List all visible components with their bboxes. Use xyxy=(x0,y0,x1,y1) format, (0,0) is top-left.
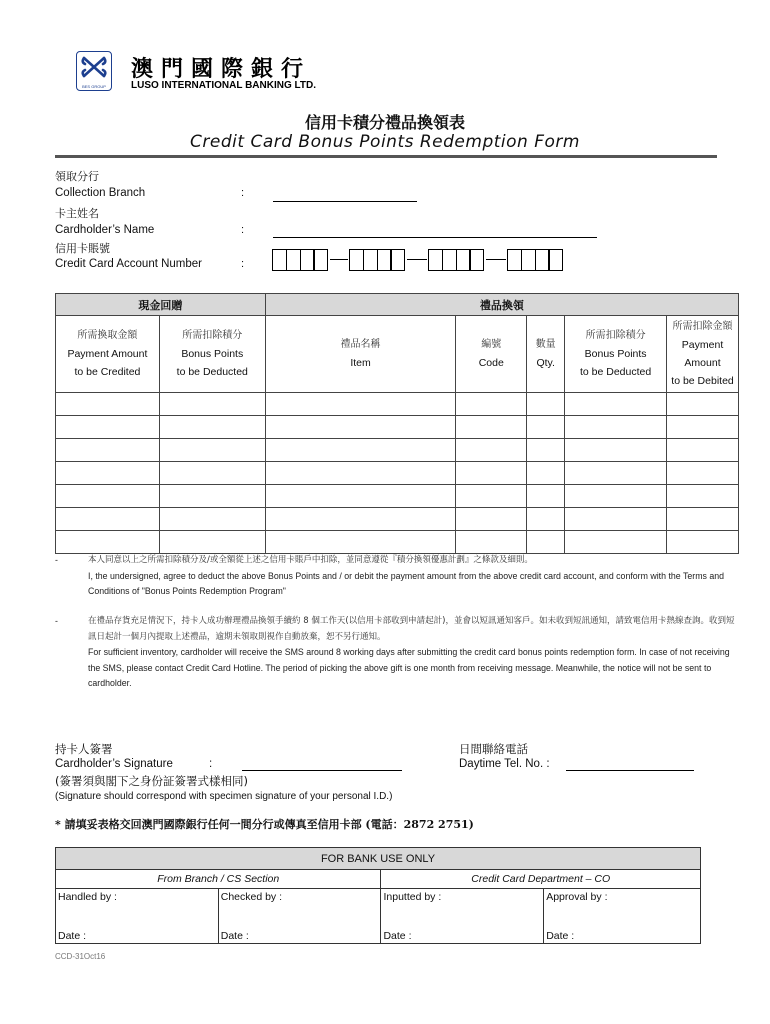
card-digit-box[interactable] xyxy=(507,249,522,271)
table-cell[interactable] xyxy=(456,531,527,554)
table-cell[interactable] xyxy=(159,508,265,531)
table-cell[interactable] xyxy=(667,462,739,485)
checked-date-field[interactable]: Date : xyxy=(218,916,381,944)
signature-note-en: (Signature should correspond with specimen signature of your personal I.D.) xyxy=(55,791,393,802)
column-header xyxy=(527,316,565,393)
account-number-label-zh: 信用卡賬號 xyxy=(55,242,110,255)
table-cell[interactable] xyxy=(56,439,160,462)
table-cell[interactable] xyxy=(565,439,667,462)
table-cell[interactable] xyxy=(159,393,265,416)
table-cell[interactable] xyxy=(456,439,527,462)
table-cell[interactable] xyxy=(456,416,527,439)
daytime-tel-label: Daytime Tel. No. : xyxy=(459,758,550,770)
column-header-en: Code xyxy=(478,357,504,369)
table-cell[interactable] xyxy=(527,508,565,531)
pickup-note xyxy=(55,614,735,692)
bank-use-table xyxy=(55,847,701,944)
table-cell[interactable] xyxy=(667,508,739,531)
column-header-en: Qty. xyxy=(536,357,555,369)
account-number-label: Credit Card Account Number xyxy=(55,258,203,270)
table-cell[interactable] xyxy=(265,416,456,439)
column-header xyxy=(159,316,265,393)
table-cell[interactable] xyxy=(159,485,265,508)
card-digit-box[interactable] xyxy=(300,249,315,271)
table-cell[interactable] xyxy=(159,531,265,554)
table-cell[interactable] xyxy=(527,439,565,462)
column-header-en: to be Credited xyxy=(74,366,141,378)
table-row xyxy=(56,508,739,531)
checked-by-field[interactable]: Checked by : xyxy=(218,889,381,916)
card-digit-box[interactable] xyxy=(377,249,392,271)
table-cell[interactable] xyxy=(56,508,160,531)
column-header-en: to be Debited xyxy=(671,375,734,387)
agreement-note-en: I, the undersigned, agree to deduct the above Bonus Points and / or debit the payment amount from the above credit card account, and conform with the Terms and Conditions of "Bonus Points Redemption Program" xyxy=(88,570,725,596)
cash-rebate-header: 現金回贈 xyxy=(56,294,266,316)
table-cell[interactable] xyxy=(527,485,565,508)
signature-colon: : xyxy=(209,758,213,770)
card-digit-box[interactable] xyxy=(521,249,536,271)
card-group-separator xyxy=(407,259,427,260)
table-cell[interactable] xyxy=(456,485,527,508)
cardholder-name-label: Cardholder’s Name xyxy=(55,224,155,236)
column-header xyxy=(667,316,739,393)
card-group-separator xyxy=(330,259,348,260)
card-digit-box[interactable] xyxy=(272,249,287,271)
table-cell[interactable] xyxy=(527,531,565,554)
table-cell[interactable] xyxy=(565,393,667,416)
signature-label: Cardholder’s Signature xyxy=(55,758,173,770)
redemption-table xyxy=(55,293,739,554)
table-cell[interactable] xyxy=(456,393,527,416)
column-header-zh: 所需扣除積分 xyxy=(585,330,646,341)
table-row xyxy=(56,462,739,485)
column-header-zh: 所需扣除積分 xyxy=(182,330,243,341)
column-header xyxy=(265,316,456,393)
table-cell[interactable] xyxy=(527,393,565,416)
column-header-en: Item xyxy=(350,357,371,369)
table-row xyxy=(56,485,739,508)
inputted-date-field[interactable]: Date : xyxy=(381,916,544,944)
table-cell[interactable] xyxy=(159,462,265,485)
agreement-note-zh: 本人同意以上之所需扣除積分及/或全額從上述之信用卡賬戶中扣除，並同意遵從『積分換領優惠計劃』之條款及細則。 xyxy=(88,555,533,565)
column-header-zh: 所需換取金額 xyxy=(77,330,138,341)
collection-branch-colon: : xyxy=(241,187,245,199)
table-cell[interactable] xyxy=(565,485,667,508)
pickup-note-en: For sufficient inventory, cardholder will receive the SMS around 8 working days after submitting the credit card bonus points redemption form. In case of not receiving the SMS, please contact Credit Card Hotline. The period of picking the above gift is one month from receiving message. Meanwhile, the notice will not be sent to cardholder. xyxy=(88,647,730,688)
form-title-en: Credit Card Bonus Points Redemption Form xyxy=(190,132,580,152)
column-header-en: Payment Amount xyxy=(67,348,148,360)
table-cell[interactable] xyxy=(667,416,739,439)
card-group-separator xyxy=(486,259,506,260)
inputted-by-field[interactable]: Inputted by : xyxy=(381,889,544,916)
table-cell[interactable] xyxy=(456,508,527,531)
card-digit-box[interactable] xyxy=(442,249,457,271)
card-digit-box[interactable] xyxy=(469,249,484,271)
account-number-colon: : xyxy=(241,258,245,270)
title-divider xyxy=(55,155,717,158)
card-digit-box[interactable] xyxy=(313,249,328,271)
table-cell[interactable] xyxy=(56,416,160,439)
column-header-en: Payment Amount xyxy=(681,339,724,369)
table-cell[interactable] xyxy=(159,416,265,439)
item-rows xyxy=(56,393,739,554)
table-row xyxy=(56,416,739,439)
form-code: CCD-31Oct16 xyxy=(55,952,106,961)
column-header xyxy=(56,316,160,393)
table-cell[interactable] xyxy=(265,462,456,485)
note-bullet: - xyxy=(55,555,58,565)
bank-name-en: LUSO INTERNATIONAL BANKING LTD. xyxy=(131,80,316,91)
card-digit-box[interactable] xyxy=(363,249,378,271)
table-cell[interactable] xyxy=(667,531,739,554)
cardholder-name-field[interactable] xyxy=(273,237,597,238)
branch-section-header: From Branch / CS Section xyxy=(56,870,381,889)
daytime-tel-field[interactable] xyxy=(566,770,694,771)
approval-date-field[interactable]: Date : xyxy=(544,916,701,944)
agreement-note xyxy=(55,553,735,600)
signature-field[interactable] xyxy=(242,770,402,771)
table-cell[interactable] xyxy=(565,508,667,531)
handled-by-field[interactable]: Handled by : xyxy=(56,889,219,916)
cardholder-name-colon: : xyxy=(241,224,245,236)
gift-redemption-header: 禮品換領 xyxy=(265,294,738,316)
collection-branch-field[interactable] xyxy=(273,201,417,202)
table-cell[interactable] xyxy=(565,531,667,554)
form-title-zh: 信用卡積分禮品換領表 xyxy=(304,113,465,132)
table-cell[interactable] xyxy=(265,393,456,416)
column-header-en: Bonus Points xyxy=(584,348,647,360)
bank-use-title: FOR BANK USE ONLY xyxy=(56,848,701,870)
table-cell[interactable] xyxy=(265,508,456,531)
card-digit-box[interactable] xyxy=(535,249,550,271)
collection-branch-label-zh: 領取分行 xyxy=(55,170,99,183)
table-cell[interactable] xyxy=(265,485,456,508)
table-cell[interactable] xyxy=(56,393,160,416)
card-digit-box[interactable] xyxy=(548,249,563,271)
table-cell[interactable] xyxy=(527,462,565,485)
daytime-tel-label-zh: 日間聯絡電話 xyxy=(459,742,528,756)
card-digit-group[interactable] xyxy=(349,249,404,271)
table-row xyxy=(56,439,739,462)
table-row xyxy=(56,531,739,554)
column-header-row xyxy=(56,316,739,393)
table-cell[interactable] xyxy=(565,462,667,485)
table-cell[interactable] xyxy=(667,485,739,508)
table-cell[interactable] xyxy=(667,439,739,462)
card-digit-group[interactable] xyxy=(507,249,562,271)
table-row xyxy=(56,393,739,416)
column-header-en: to be Deducted xyxy=(579,366,652,378)
collection-branch-label: Collection Branch xyxy=(55,187,146,199)
table-cell[interactable] xyxy=(456,462,527,485)
table-cell[interactable] xyxy=(56,462,160,485)
signature-label-zh: 持卡人簽署 xyxy=(55,742,113,756)
table-cell[interactable] xyxy=(159,439,265,462)
approval-by-field[interactable]: Approval by : xyxy=(544,889,701,916)
card-dept-section-header: Credit Card Department – CO xyxy=(381,870,701,889)
card-digit-group[interactable] xyxy=(272,249,327,271)
column-header-en: Bonus Points xyxy=(181,348,244,360)
pickup-note-zh: 在禮品存貨充足情況下，持卡人成功辦理禮品換領手續約 8 個工作天(以信用卡部收到申請起計)，並會以短訊通知客戶。如未收到短訊通知，請致電信用卡熱線查詢。收到短訊日起計一個月內提取上述禮品，逾期未領取則視作自動放棄，恕不另行通知。 xyxy=(88,616,735,642)
card-digit-box[interactable] xyxy=(286,249,301,271)
table-cell[interactable] xyxy=(56,531,160,554)
table-cell[interactable] xyxy=(56,485,160,508)
bank-name-zh: 澳門國際銀行 xyxy=(131,56,312,82)
column-header-zh: 數量 xyxy=(535,339,556,350)
card-digit-box[interactable] xyxy=(428,249,443,271)
table-cell[interactable] xyxy=(265,439,456,462)
card-digit-group[interactable] xyxy=(428,249,483,271)
note-bullet: - xyxy=(55,616,58,626)
column-header-zh: 編號 xyxy=(481,339,502,350)
submission-instruction: * 請填妥表格交回澳門國際銀行任何一間分行或傳真至信用卡部 (電話：2872 2751) xyxy=(55,818,474,831)
column-header xyxy=(456,316,527,393)
card-digit-box[interactable] xyxy=(390,249,405,271)
table-cell[interactable] xyxy=(527,416,565,439)
bank-logo xyxy=(76,51,112,91)
cardholder-name-label-zh: 卡主姓名 xyxy=(55,207,99,220)
logo-group-text: BES GROUP xyxy=(82,84,106,89)
column-header-zh: 所需扣除金額 xyxy=(672,321,733,332)
column-header xyxy=(565,316,667,393)
column-header-zh: 禮品名稱 xyxy=(340,339,381,350)
table-cell[interactable] xyxy=(667,393,739,416)
column-header-en: to be Deducted xyxy=(176,366,248,378)
card-digit-box[interactable] xyxy=(349,249,364,271)
handled-date-field[interactable]: Date : xyxy=(56,916,219,944)
table-cell[interactable] xyxy=(565,416,667,439)
signature-note-zh: (簽署須與閣下之身份証簽署式樣相同) xyxy=(55,774,248,788)
card-digit-box[interactable] xyxy=(456,249,471,271)
table-cell[interactable] xyxy=(265,531,456,554)
bank-knot-logo-icon xyxy=(80,54,108,80)
